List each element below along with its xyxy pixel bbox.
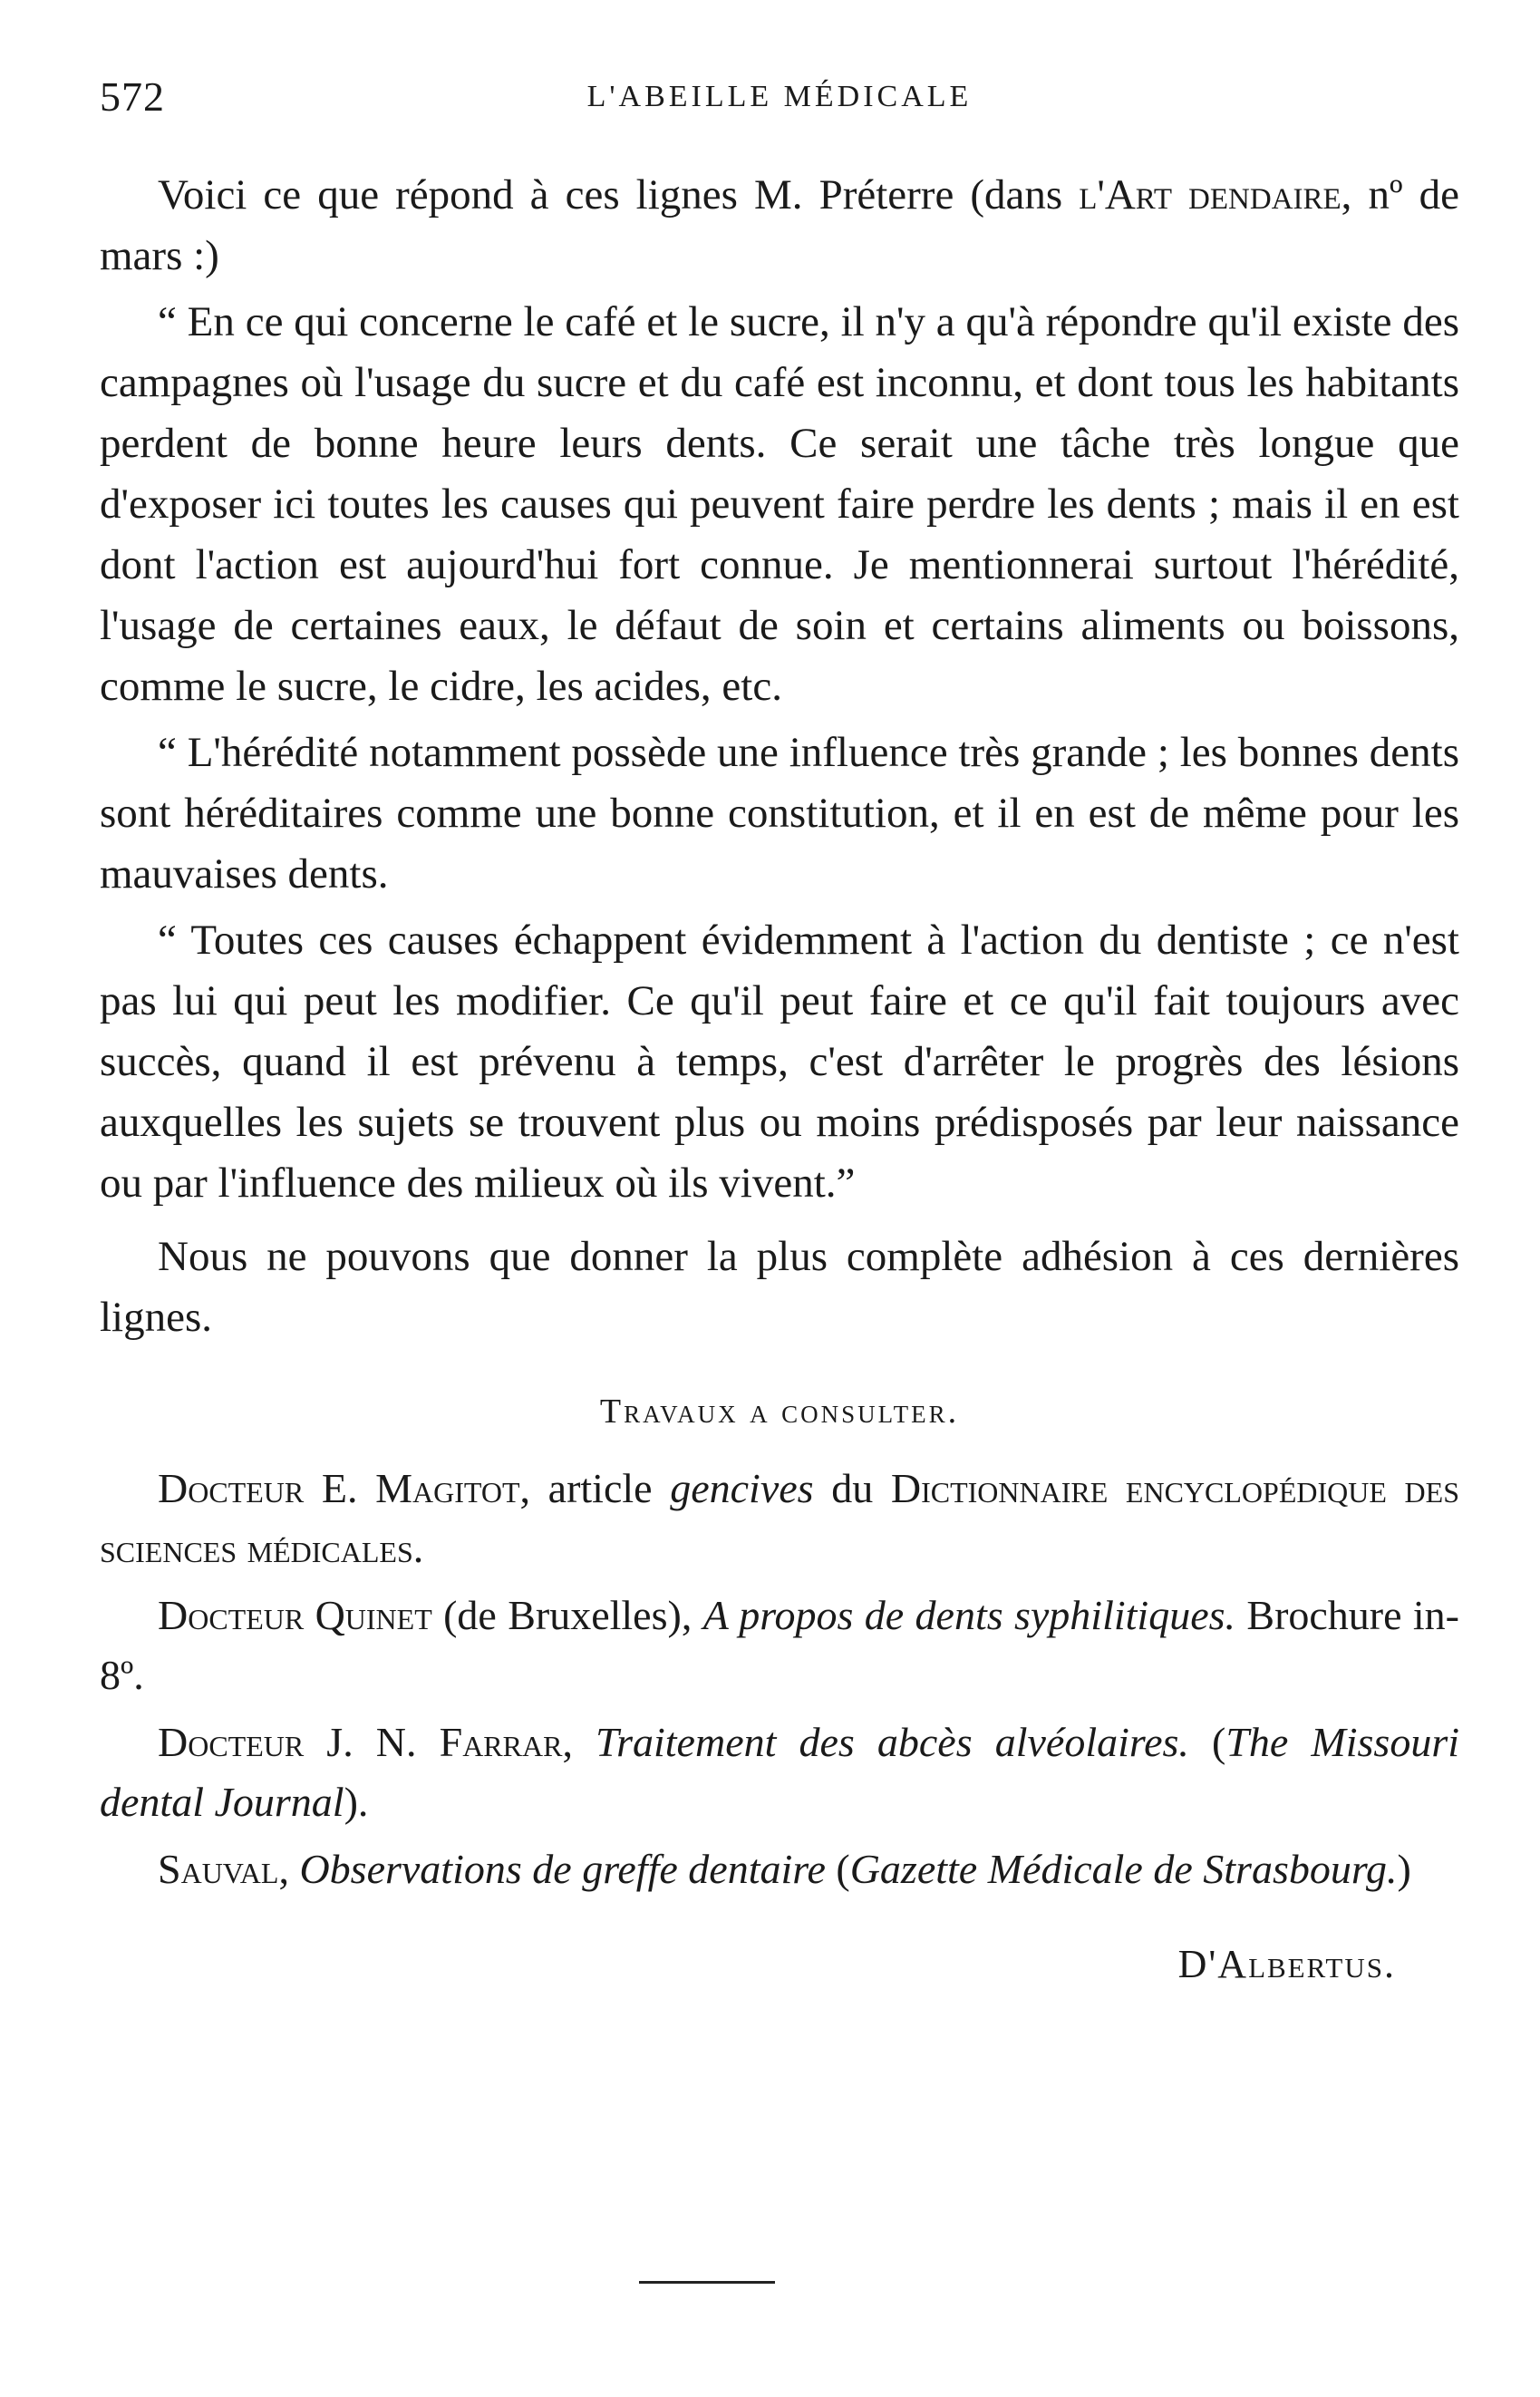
- reference-title: gencives: [670, 1465, 814, 1511]
- reference-item: [100, 1586, 1459, 1705]
- intro-text-start: Voici ce que répond à ces lignes M. Préterre (dans: [158, 171, 1080, 218]
- author-signature: D'Albertus.: [1177, 1942, 1396, 1986]
- reference-source: Gazette Médicale de Strasbourg.: [849, 1846, 1398, 1892]
- page: [100, 73, 1459, 1987]
- quote-paragraph-2: “ L'hérédité notamment possède une influence très grande ; les bonnes dents sont héréditaires comme une bonne constitution, et il en est de même pour les mauvaises dents.: [100, 729, 1459, 898]
- page-number: 572: [100, 73, 165, 120]
- running-head: [100, 73, 1459, 127]
- reference-text: Brochure in-8º.: [100, 1592, 1459, 1698]
- reference-author: Docteur Quinet: [158, 1592, 432, 1638]
- reference-text: article: [530, 1465, 671, 1511]
- reference-text: ): [1397, 1846, 1411, 1892]
- reference-text: (: [825, 1846, 850, 1892]
- journal-reference: l'Art dendaire,: [1079, 171, 1352, 218]
- reference-text: [573, 1719, 596, 1765]
- reference-text: [289, 1846, 300, 1892]
- reference-text: (de Bruxelles),: [431, 1592, 703, 1638]
- journal-title: L'ABEILLE MÉDICALE: [586, 80, 973, 113]
- end-rule-divider: [639, 2281, 775, 2284]
- quote-paragraph-1: “ En ce qui concerne le café et le sucre, il n'y a qu'à répondre qu'il existe des campagnes où l'usage du sucre et du café est inconnu, et dont tous les habitants perdent de bonne heure leurs dents. Ce serait une tâche très longue que d'exposer ici toutes les causes qui peuvent faire perdre les dents ; mais il en est dont l'action est aujourd'hui fort connue. Je mentionnerai surtout l'hérédité, l'usage de certaines eaux, le défaut de soin et certains aliments ou boissons, comme le sucre, le cidre, les acides, etc.: [100, 298, 1459, 710]
- quote-paragraph-3: “ Toutes ces causes échappent évidemment à l'action du dentiste ; ce n'est pas lui qui peut les modifier. Ce qu'il peut faire et ce qu'il fait toujours avec succès, quand il est prévenu à temps, c'est d'arrêter le progrès des lésions auxquelles les sujets se trouvent plus ou moins prédisposés par leur naissance ou par l'influence des milieux où ils vivent.”: [100, 917, 1459, 1207]
- reference-title: Traitement des abcès alvéolaires.: [596, 1719, 1189, 1765]
- reference-item: [100, 1713, 1459, 1832]
- reference-author: Docteur J. N. Farrar,: [158, 1719, 573, 1765]
- reference-item: [100, 1459, 1459, 1578]
- reference-item: [100, 1839, 1459, 1899]
- paragraph-intro: [100, 165, 1459, 286]
- references-heading: Travaux a consulter.: [599, 1393, 960, 1431]
- reference-source: Dictionnaire encyclopédique des sciences médicales.: [100, 1465, 1459, 1571]
- reference-text: ).: [344, 1779, 369, 1825]
- reference-text: du: [813, 1465, 891, 1511]
- reference-text: (: [1188, 1719, 1226, 1765]
- reference-title: Observations de greffe dentaire: [299, 1846, 826, 1892]
- reference-source: The Missouri dental Journal: [100, 1719, 1459, 1825]
- closing-paragraph: Nous ne pouvons que donner la plus complète adhésion à ces dernières lignes.: [100, 1233, 1459, 1341]
- reference-author: Sauval,: [158, 1846, 289, 1892]
- reference-title: A propos de dents syphilitiques.: [702, 1592, 1236, 1638]
- intro-text-end: nº de mars :): [100, 171, 1459, 279]
- reference-author: Docteur E. Magitot,: [158, 1465, 531, 1511]
